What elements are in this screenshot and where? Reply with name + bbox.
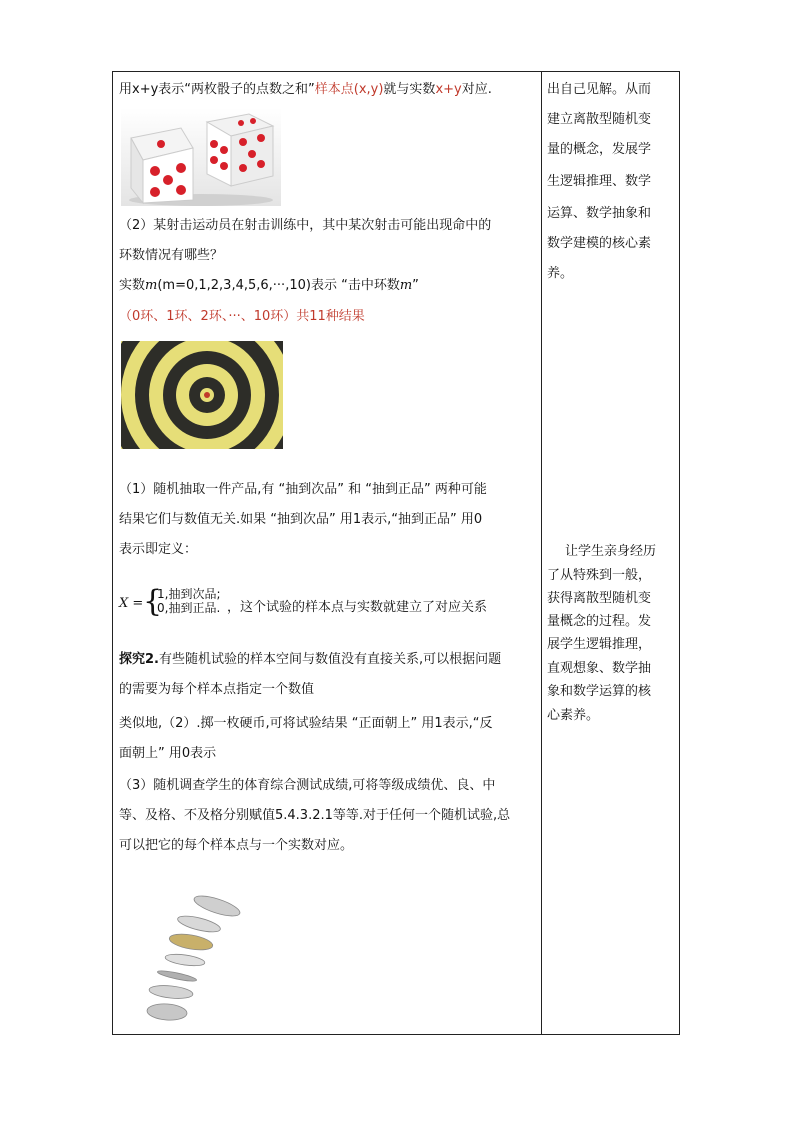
side-line: 生逻辑推理、数学: [547, 174, 652, 189]
coins-image: [137, 884, 247, 1024]
side-line: 数学建模的核心素: [547, 236, 652, 251]
p3-line-2: 等、及格、不及格分别赋值5.4.3.2.1等等.对于任何一个随机试验,总: [119, 808, 511, 823]
side-line: 出自己见解。从而: [547, 82, 652, 97]
p1-line-2: 结果它们与数值无关.如果 “抽到次品” 用1表示,“抽到正品” 用0: [119, 512, 483, 527]
q2-line-2: 环数情况有哪些？: [119, 248, 224, 263]
side-line: 获得离散型随机变: [547, 591, 652, 606]
side-line: 量的概念，发展学: [547, 142, 652, 157]
target-rings: [121, 341, 283, 449]
target-number: 7: [204, 356, 210, 364]
p2-line-1: 类似地,（2）.掷一枚硬币,可将试验结果 “正面朝上” 用1表示,“反: [119, 716, 493, 731]
q2-line-1: （2）某射击运动员在射击训练中，其中某次射击可能出现命中的: [119, 218, 492, 233]
side-line: 运算、数学抽象和: [547, 206, 652, 221]
target-number: 9: [204, 404, 210, 412]
die-left: [131, 128, 193, 203]
side-line: 象和数学运算的核: [547, 684, 652, 699]
side-line: 展学生逻辑推理，: [547, 637, 652, 652]
rings-result: （0环、1环、2环、···、10环）共11种结果: [119, 309, 365, 324]
explore-line-1: 探究2.有些随机试验的样本空间与数值没有直接关系,可以根据问题: [119, 652, 502, 667]
side-line: 量概念的过程。发: [547, 614, 652, 629]
brace: {: [143, 584, 163, 619]
target-number: 9: [204, 380, 210, 388]
dice-sum-line: 用x+y表示“两枚骰子的点数之和”样本点(x,y)就与实数x+y对应.: [119, 82, 492, 97]
dice-image: [121, 108, 281, 206]
target-number: 6: [204, 440, 210, 448]
explore-line-2: 的需要为每个样本点指定一个数值: [119, 682, 315, 697]
p2-line-2: 面朝上” 用0表示: [119, 746, 217, 761]
p3-line-3: 可以把它的每个样本点与一个实数对应。: [119, 838, 354, 853]
p1-line-1: （1）随机抽取一件产品,有 “抽到次品” 和 “抽到正品” 两种可能: [119, 482, 487, 497]
side-line: 让学生亲身经历: [565, 544, 657, 559]
target-number: 8: [204, 368, 210, 376]
die-right: [207, 114, 273, 186]
case-1: 1,抽到次品;: [157, 587, 221, 601]
indicator-formula: X = { 1,抽到次品; 0,抽到正品. ，这个试验的样本点与实数就建立了对应关系: [119, 584, 488, 619]
column-divider: [541, 72, 542, 1034]
m-definition-line: 实数m(m=0,1,2,3,4,5,6,···,10)表示 “击中环数m”: [119, 278, 419, 293]
side-line: 养。: [547, 266, 574, 281]
target-number: 7: [204, 428, 210, 436]
case-2: 0,抽到正品.: [157, 601, 221, 615]
p1-line-3: 表示即定义：: [119, 542, 198, 557]
side-line: 直观想象、数学抽: [547, 661, 652, 676]
side-line: 心素养。: [547, 708, 600, 723]
side-line: 建立离散型随机变: [547, 112, 652, 127]
p3-line-1: （3）随机调查学生的体育综合测试成绩,可将等级成绩优、良、中: [119, 778, 496, 793]
target-image: [121, 341, 283, 449]
target-number: 8: [204, 416, 210, 424]
side-line: 了从特殊到一般，: [547, 568, 652, 583]
lesson-table: [112, 71, 680, 1035]
target-number: 6: [204, 344, 210, 352]
